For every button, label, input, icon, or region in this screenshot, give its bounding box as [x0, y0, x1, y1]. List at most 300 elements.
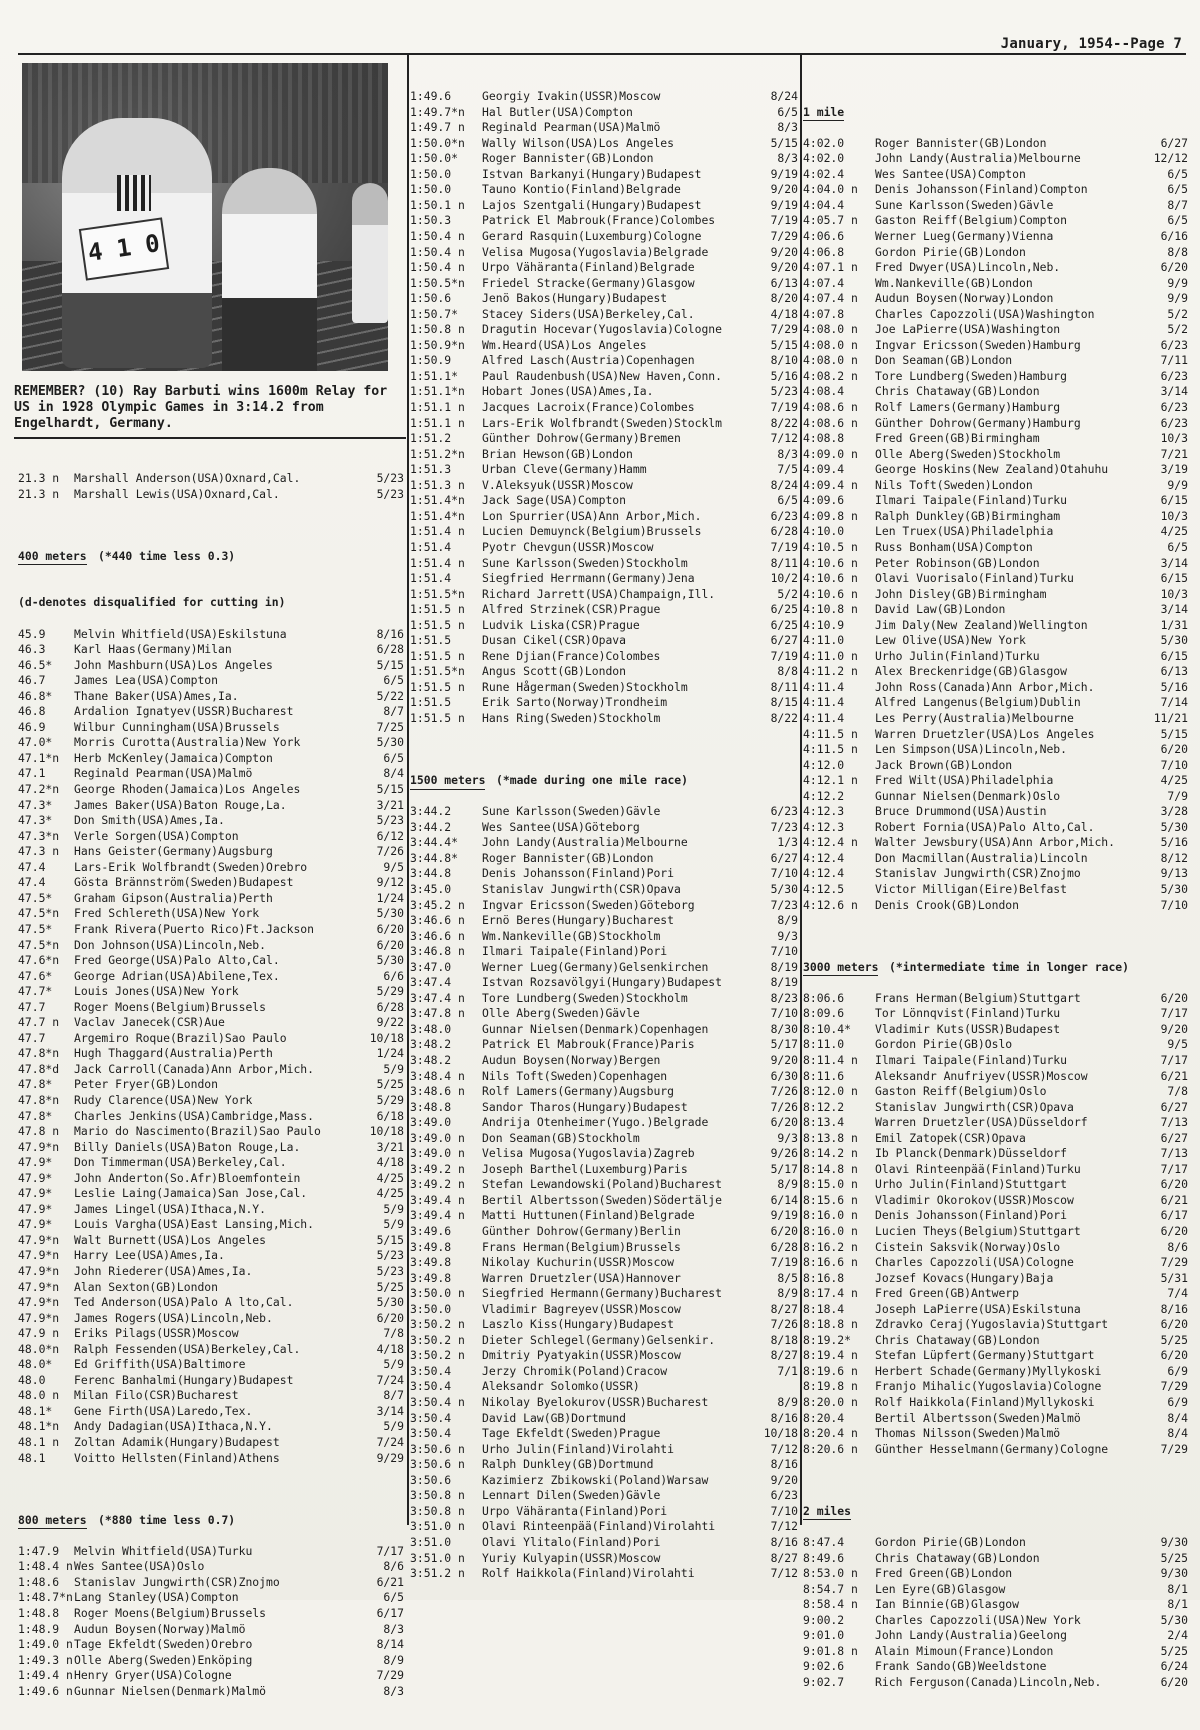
result-date: 8/22 — [770, 710, 798, 725]
result-row — [410, 447, 798, 463]
result-athlete: Fred Dwyer(USA)Lincoln,Neb. — [875, 260, 1061, 275]
result-row — [410, 1411, 798, 1427]
section-note-400m — [18, 580, 404, 610]
result-row — [803, 1333, 1188, 1349]
result-date: 6/28 — [376, 999, 404, 1014]
result-mark: 8:15.0 n — [803, 1177, 858, 1192]
result-mark: 4:07.1 n — [803, 260, 858, 275]
result-mark: 1:51.5 — [410, 633, 452, 648]
result-athlete: Rune Hågerman(Sweden)Stockholm — [482, 679, 688, 694]
result-mark: 4:07.4 — [803, 275, 845, 290]
result-athlete: Roger Bannister(GB)London — [482, 151, 654, 166]
result-mark: 1:50.4 n — [410, 244, 465, 259]
result-mark: 1:51.5 n — [410, 602, 465, 617]
result-date: 8/22 — [770, 415, 798, 430]
result-date: 7/9 — [1167, 788, 1188, 803]
result-mark: 3:50.4 — [410, 1363, 452, 1378]
result-row — [803, 649, 1188, 665]
rows-800m — [18, 1544, 404, 1699]
result-row — [410, 1457, 798, 1473]
result-date: 5/17 — [770, 1161, 798, 1176]
result-row — [18, 1124, 404, 1140]
result-athlete: Denis Johansson(Finland)Compton — [875, 182, 1088, 197]
result-row — [803, 664, 1188, 680]
result-mark: 3:49.8 — [410, 1255, 452, 1270]
result-date: 3/14 — [1160, 555, 1188, 570]
result-date: 6/20 — [770, 1115, 798, 1130]
result-mark: 4:11.0 — [803, 633, 845, 648]
result-date: 7/17 — [376, 1543, 404, 1558]
result-row — [18, 1373, 404, 1389]
result-date: 5/29 — [376, 984, 404, 999]
result-row — [18, 766, 404, 782]
result-date: 5/30 — [1160, 881, 1188, 896]
result-row — [803, 1224, 1188, 1240]
result-row — [18, 627, 404, 643]
result-mark: 3:50.4 — [410, 1379, 452, 1394]
result-mark: 1:48.9 — [18, 1621, 60, 1636]
section-note: (*intermediate time in longer race) — [889, 959, 1130, 974]
result-mark: 47.7* — [18, 984, 53, 999]
result-row — [18, 1280, 404, 1296]
result-row — [18, 1186, 404, 1202]
result-mark: 4:09.8 n — [803, 508, 858, 523]
result-row — [410, 524, 798, 540]
result-row — [803, 1022, 1188, 1038]
result-mark: 3:50.6 n — [410, 1441, 465, 1456]
result-athlete: George Hoskins(New Zealand)Otahuhu — [875, 462, 1109, 477]
result-date: 10/3 — [1160, 431, 1188, 446]
result-mark: 3:49.0 n — [410, 1130, 465, 1145]
result-mark: 8:09.6 — [803, 1006, 845, 1021]
result-row — [803, 462, 1188, 478]
result-row — [410, 1379, 798, 1395]
result-date: 5/2 — [1167, 322, 1188, 337]
result-athlete: Hans Geister(Germany)Augsburg — [74, 844, 273, 859]
result-mark: 3:49.2 n — [410, 1177, 465, 1192]
result-date: 6/27 — [770, 850, 798, 865]
result-mark: 1:50.3 — [410, 213, 452, 228]
result-mark: 4:04.4 — [803, 197, 845, 212]
result-athlete: Morris Curotta(Australia)New York — [74, 735, 301, 750]
result-athlete: Jack Carroll(Canada)Ann Arbor,Mich. — [74, 1061, 315, 1076]
result-athlete: Don Seaman(GB)London — [875, 353, 1013, 368]
result-athlete: Siegfried Herrmann(Germany)Jena — [482, 571, 695, 586]
result-mark: 8:12.2 — [803, 1099, 845, 1114]
result-athlete: George Adrian(USA)Abilene,Tex. — [74, 968, 280, 983]
result-athlete: Sune Karlsson(Sweden)Stockholm — [482, 555, 688, 570]
result-athlete: Cistein Saksvik(Norway)Oslo — [875, 1239, 1061, 1254]
result-date: 6/15 — [1160, 648, 1188, 663]
result-row — [410, 1364, 798, 1380]
result-date: 5/25 — [1160, 1332, 1188, 1347]
result-mark: 1:48.7*n — [18, 1590, 73, 1605]
result-mark: 3:49.0 — [410, 1115, 452, 1130]
result-date: 8/12 — [1160, 850, 1188, 865]
result-mark: 47.9* — [18, 1201, 53, 1216]
result-athlete: Gordon Pirie(GB)Oslo — [875, 1037, 1013, 1052]
result-date: 5/16 — [1160, 679, 1188, 694]
result-athlete: Don Macmillan(Australia)Lincoln — [875, 850, 1088, 865]
result-row — [18, 938, 404, 954]
rows-3000m — [803, 991, 1188, 1457]
result-mark: 8:18.8 n — [803, 1317, 858, 1332]
result-athlete: Audun Boysen(Norway)London — [875, 291, 1054, 306]
result-date: 6/21 — [1160, 1068, 1188, 1083]
result-mark: 3:51.2 n — [410, 1566, 465, 1581]
result-athlete: Ted Anderson(USA)Palo A lto,Cal. — [74, 1295, 294, 1310]
result-date: 7/13 — [1160, 1115, 1188, 1130]
result-row — [803, 1006, 1188, 1022]
result-mark: 47.9*n — [18, 1263, 60, 1278]
result-date: 7/24 — [376, 1372, 404, 1387]
result-row — [803, 1395, 1188, 1411]
result-date: 8/24 — [770, 89, 798, 104]
result-date: 8/4 — [383, 766, 404, 781]
result-mark: 8:58.4 n — [803, 1597, 858, 1612]
historic-race-photo — [22, 63, 388, 371]
result-date: 8/14 — [376, 1637, 404, 1652]
result-row — [18, 1342, 404, 1358]
result-mark: 8:06.6 — [803, 990, 845, 1005]
result-athlete: Sandor Tharos(Hungary)Budapest — [482, 1099, 688, 1114]
result-row — [410, 182, 798, 198]
result-row — [18, 1435, 404, 1451]
result-mark: 1:50.5*n — [410, 275, 465, 290]
result-athlete: Don Timmerman(USA)Berkeley,Cal. — [74, 1155, 287, 1170]
result-mark: 3:49.4 n — [410, 1208, 465, 1223]
result-mark: 3:49.8 — [410, 1239, 452, 1254]
result-date: 5/16 — [1160, 835, 1188, 850]
result-row — [18, 1326, 404, 1342]
result-date: 11/21 — [1153, 710, 1188, 725]
result-mark: 1:50.0 — [410, 166, 452, 181]
result-mark: 4:05.7 n — [803, 213, 858, 228]
result-mark: 4:10.6 n — [803, 555, 858, 570]
result-mark: 3:46.6 n — [410, 928, 465, 943]
result-row — [410, 1504, 798, 1520]
result-date: 9/20 — [770, 182, 798, 197]
result-row — [803, 384, 1188, 400]
result-athlete: James Lea(USA)Compton — [74, 673, 219, 688]
result-mark: 8:15.6 n — [803, 1192, 858, 1207]
result-row — [410, 1551, 798, 1567]
result-athlete: Walter Jewsbury(USA)Ann Arbor,Mich. — [875, 835, 1116, 850]
result-mark: 3:50.4 — [410, 1426, 452, 1441]
result-date: 5/25 — [376, 1279, 404, 1294]
result-date: 8/27 — [770, 1348, 798, 1363]
result-mark: 8:16.0 n — [803, 1224, 858, 1239]
result-row — [410, 384, 798, 400]
result-mark: 47.8*d — [18, 1061, 60, 1076]
result-mark: 4:11.4 — [803, 710, 845, 725]
result-mark: 4:12.3 — [803, 804, 845, 819]
result-athlete: Ralph Dunkley(GB)Birmingham — [875, 508, 1061, 523]
result-mark: 21.3 n — [18, 486, 60, 501]
result-athlete: Günther Dohrow(Germany)Hamburg — [875, 415, 1081, 430]
result-row — [18, 1202, 404, 1218]
result-athlete: Ilmari Taipale(Finland)Turku — [875, 493, 1068, 508]
result-athlete: Rolf Haikkola(Finland)Virolahti — [482, 1566, 695, 1581]
result-date: 3/14 — [1160, 602, 1188, 617]
result-mark: 3:46.6 n — [410, 913, 465, 928]
result-row — [803, 727, 1188, 743]
result-row — [410, 898, 798, 914]
result-date: 8/16 — [376, 626, 404, 641]
result-mark: 45.9 — [18, 626, 46, 641]
result-row — [803, 1286, 1188, 1302]
result-mark: 47.9*n — [18, 1310, 60, 1325]
result-row — [410, 866, 798, 882]
result-mark: 4:10.5 n — [803, 539, 858, 554]
result-date: 6/25 — [770, 617, 798, 632]
result-row — [410, 151, 798, 167]
result-row — [410, 1535, 798, 1551]
result-athlete: Olavi Ylitalo(Finland)Pori — [482, 1534, 661, 1549]
result-row — [410, 1473, 798, 1489]
result-date: 6/12 — [376, 828, 404, 843]
result-date: 5/25 — [1160, 1550, 1188, 1565]
result-athlete: John Riederer(USA)Ames,Ia. — [74, 1263, 253, 1278]
section-note: (d-denotes disqualified for cutting in) — [18, 595, 286, 610]
result-athlete: Emil Zatopek(CSR)Opava — [875, 1130, 1026, 1145]
result-date: 7/19 — [770, 400, 798, 415]
result-date: 10/18 — [369, 1030, 404, 1045]
rows-1500m — [410, 804, 798, 1581]
result-mark: 1:51.5*n — [410, 586, 465, 601]
result-athlete: Olle Aberg(Sweden)Gävle — [482, 1006, 640, 1021]
result-athlete: Rich Ferguson(Canada)Lincoln,Neb. — [875, 1674, 1102, 1689]
result-row — [410, 1271, 798, 1287]
result-row — [18, 1590, 404, 1606]
result-athlete: Siegfried Hermann(Germany)Bucharest — [482, 1286, 723, 1301]
result-date: 7/11 — [1160, 353, 1188, 368]
result-athlete: Ralph Fessenden(USA)Berkeley,Cal. — [74, 1341, 301, 1356]
result-row — [803, 711, 1188, 727]
result-date: 8/11 — [770, 555, 798, 570]
result-row — [410, 695, 798, 711]
result-row — [18, 922, 404, 938]
result-date: 6/27 — [1160, 1130, 1188, 1145]
result-athlete: Urho Julin(Finland)Stuttgart — [875, 1177, 1068, 1192]
result-athlete: Nils Toft(Sweden)Copenhagen — [482, 1068, 668, 1083]
result-row — [410, 1208, 798, 1224]
result-mark: 3:44.8 — [410, 866, 452, 881]
result-mark: 4:10.6 n — [803, 571, 858, 586]
result-date: 6/5 — [383, 1590, 404, 1605]
result-row — [803, 1193, 1188, 1209]
result-row — [410, 338, 798, 354]
result-athlete: Denis Crook(GB)London — [875, 897, 1020, 912]
result-athlete: Louis Jones(USA)New York — [74, 984, 239, 999]
result-row — [410, 276, 798, 292]
result-mark: 4:10.6 n — [803, 586, 858, 601]
result-row — [803, 369, 1188, 385]
result-date: 7/17 — [1160, 1161, 1188, 1176]
result-mark: 8:49.6 — [803, 1550, 845, 1565]
result-row — [410, 509, 798, 525]
result-mark: 8:13.8 n — [803, 1130, 858, 1145]
result-row — [410, 1566, 798, 1582]
result-athlete: Vaclav Janecek(CSR)Aue — [74, 1015, 225, 1030]
result-mark: 8:19.2* — [803, 1332, 852, 1347]
result-date: 5/15 — [1160, 726, 1188, 741]
result-mark: 47.9* — [18, 1186, 53, 1201]
result-athlete: Frans Herman(Belgium)Brussels — [482, 1239, 681, 1254]
result-row — [803, 1271, 1188, 1287]
result-row — [18, 642, 404, 658]
result-row — [18, 1077, 404, 1093]
section-title: 1500 meters — [410, 773, 485, 790]
result-date: 1/31 — [1160, 617, 1188, 632]
result-athlete: Milan Filo(CSR)Bucharest — [74, 1388, 239, 1403]
result-athlete: Graham Gipson(Australia)Perth — [74, 890, 273, 905]
result-athlete: Ed Griffith(USA)Baltimore — [74, 1357, 246, 1372]
result-date: 6/15 — [1160, 493, 1188, 508]
result-mark: 48.1 — [18, 1450, 46, 1465]
result-row — [18, 1653, 404, 1669]
result-mark: 47.9*n — [18, 1248, 60, 1263]
result-row — [803, 633, 1188, 649]
result-athlete: Leslie Laing(Jamaica)San Jose,Cal. — [74, 1186, 308, 1201]
result-row — [803, 556, 1188, 572]
result-mark: 1:50.9*n — [410, 337, 465, 352]
top-rule — [18, 53, 1186, 55]
result-mark: 4:11.4 — [803, 679, 845, 694]
result-athlete: Bruce Drummond(USA)Austin — [875, 804, 1047, 819]
result-athlete: Rolf Haikkola(Finland)Myllykoski — [875, 1395, 1095, 1410]
result-mark: 3:50.6 — [410, 1472, 452, 1487]
result-mark: 3:45.0 — [410, 881, 452, 896]
result-date: 5/15 — [376, 1232, 404, 1247]
result-row — [410, 1488, 798, 1504]
result-mark: 8:54.7 n — [803, 1581, 858, 1596]
result-mark: 48.0 n — [18, 1388, 60, 1403]
result-row — [803, 898, 1188, 914]
result-row — [410, 1442, 798, 1458]
result-athlete: Andrija Otenheimer(Yugo.)Belgrade — [482, 1115, 709, 1130]
result-mark: 4:08.0 n — [803, 322, 858, 337]
result-date: 7/12 — [770, 1441, 798, 1456]
result-row — [410, 1426, 798, 1442]
result-date: 5/30 — [376, 735, 404, 750]
result-athlete: Harry Lee(USA)Ames,Ia. — [74, 1248, 225, 1263]
result-row — [803, 478, 1188, 494]
result-mark: 1:49.4 n — [18, 1668, 73, 1683]
result-row — [803, 820, 1188, 836]
result-athlete: Denis Johansson(Finland)Pori — [875, 1208, 1068, 1223]
result-date: 9/30 — [1160, 1534, 1188, 1549]
result-mark: 3:47.4 — [410, 975, 452, 990]
result-row — [410, 400, 798, 416]
result-date: 6/9 — [1167, 1395, 1188, 1410]
result-athlete: Warren Druetzler(USA)Düsseldorf — [875, 1115, 1088, 1130]
result-mark: 8:18.4 — [803, 1301, 845, 1316]
column-1 — [18, 440, 404, 1730]
result-mark: 8:16.0 n — [803, 1208, 858, 1223]
result-date: 7/10 — [770, 866, 798, 881]
result-athlete: Chris Chataway(GB)London — [875, 1332, 1040, 1347]
result-date: 7/10 — [1160, 757, 1188, 772]
result-row — [18, 798, 404, 814]
result-athlete: Brian Hewson(GB)London — [482, 446, 633, 461]
result-row — [803, 338, 1188, 354]
photo-caption: REMEMBER? (10) Ray Barbuti wins 1600m Relay for US in 1928 Olympic Games in 3:14.2 from Engelhardt, Germany. — [14, 384, 388, 431]
result-date: 6/25 — [770, 602, 798, 617]
result-mark: 3:51.0 n — [410, 1550, 465, 1565]
result-date: 6/20 — [1160, 1224, 1188, 1239]
result-mark: 1:51.2 — [410, 431, 452, 446]
result-row — [803, 1115, 1188, 1131]
result-date: 5/9 — [383, 1217, 404, 1232]
result-athlete: Voitto Hellsten(Finland)Athens — [74, 1450, 280, 1465]
result-row — [803, 742, 1188, 758]
result-row — [803, 540, 1188, 556]
result-mark: 47.9* — [18, 1170, 53, 1185]
result-date: 7/12 — [770, 1519, 798, 1534]
result-date: 5/31 — [1160, 1270, 1188, 1285]
result-mark: 3:44.8* — [410, 850, 459, 865]
result-date: 9/3 — [777, 1130, 798, 1145]
result-athlete: Gaston Reiff(Belgium)Oslo — [875, 1084, 1047, 1099]
result-date: 8/10 — [770, 353, 798, 368]
result-mark: 3:50.2 n — [410, 1348, 465, 1363]
result-athlete: Stefan Lewandowski(Poland)Bucharest — [482, 1177, 723, 1192]
result-date: 6/20 — [1160, 1317, 1188, 1332]
result-mark: 8:11.4 n — [803, 1053, 858, 1067]
result-athlete: Audun Boysen(Norway)Bergen — [482, 1053, 661, 1067]
result-row — [18, 1622, 404, 1638]
result-mark: 8:16.2 n — [803, 1239, 858, 1254]
result-mark: 46.3 — [18, 642, 46, 657]
result-date: 4/18 — [376, 1155, 404, 1170]
result-athlete: Patrick El Mabrouk(France)Paris — [482, 1037, 695, 1052]
result-date: 5/23 — [770, 384, 798, 399]
result-row — [410, 680, 798, 696]
result-date: 3/14 — [1160, 384, 1188, 399]
result-athlete: Kazimierz Zbikowski(Poland)Warsaw — [482, 1472, 709, 1487]
result-row — [410, 1302, 798, 1318]
result-row — [803, 1535, 1188, 1551]
result-date: 8/16 — [1160, 1301, 1188, 1316]
result-row — [410, 136, 798, 152]
result-row — [410, 1100, 798, 1116]
result-date: 8/27 — [770, 1301, 798, 1316]
result-row — [18, 1451, 404, 1467]
result-athlete: Warren Druetzler(USA)Los Angeles — [875, 726, 1095, 741]
result-athlete: Gunnar Nielsen(Denmark)Copenhagen — [482, 1021, 709, 1036]
result-date: 7/10 — [770, 1503, 798, 1518]
result-mark: 1:51.1 n — [410, 415, 465, 430]
section-title: 3000 meters — [803, 960, 878, 977]
rows-800m-cont — [410, 89, 798, 726]
result-row — [410, 1053, 798, 1069]
result-mark: 47.3 n — [18, 844, 60, 859]
result-athlete: Reginald Pearman(USA)Malmö — [482, 120, 661, 135]
result-athlete: Louis Vargha(USA)East Lansing,Mich. — [74, 1217, 315, 1232]
result-date: 7/4 — [1167, 1286, 1188, 1301]
result-athlete: Alfred Langenus(Belgium)Dublin — [875, 695, 1081, 710]
result-date: 8/16 — [770, 1410, 798, 1425]
result-date: 6/23 — [1160, 337, 1188, 352]
result-athlete: Angus Scott(GB)London — [482, 664, 627, 679]
result-date: 8/1 — [1167, 1581, 1188, 1596]
result-row — [18, 704, 404, 720]
result-date: 9/20 — [770, 1472, 798, 1487]
result-row — [803, 1659, 1188, 1675]
result-date: 9/20 — [770, 244, 798, 259]
result-athlete: Yuriy Kulyapin(USSR)Moscow — [482, 1550, 661, 1565]
